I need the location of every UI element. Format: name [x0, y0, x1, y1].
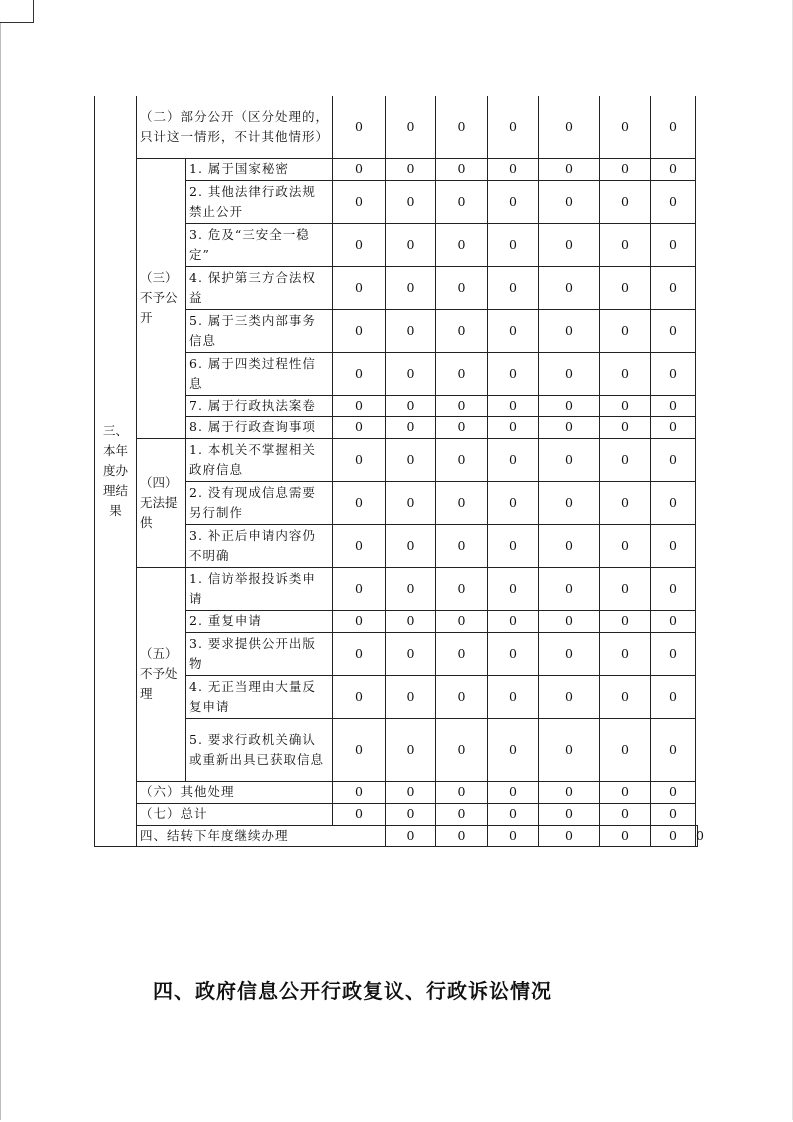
results-table — [94, 96, 704, 847]
value-cell: 0 — [600, 481, 651, 524]
value-cell: 0 — [488, 309, 539, 352]
value-cell: 0 — [386, 781, 436, 803]
not-process-row-2 — [95, 610, 698, 632]
value-cell: 0 — [651, 718, 696, 781]
not-open-row-6 — [95, 352, 698, 395]
value-cell: 0 — [333, 438, 386, 481]
value-cell: 0 — [600, 825, 651, 846]
unable-item: 1. 本机关不掌握相关政府信息 — [186, 438, 333, 481]
not-process-item: 4. 无正当理由大量反复申请 — [186, 675, 333, 718]
unable-row-2 — [95, 481, 698, 524]
value-cell: 0 — [333, 803, 386, 825]
value-cell: 0 — [333, 632, 386, 675]
value-cell: 0 — [539, 158, 600, 180]
value-cell: 0 — [600, 781, 651, 803]
value-cell: 0 — [539, 395, 600, 416]
value-cell: 0 — [539, 352, 600, 395]
value-cell: 0 — [333, 481, 386, 524]
value-cell: 0 — [539, 803, 600, 825]
not-process-row-3 — [95, 632, 698, 675]
value-cell: 0 — [651, 395, 696, 416]
not-open-row-4 — [95, 266, 698, 309]
value-cell: 0 — [651, 416, 696, 438]
value-cell: 0 — [333, 610, 386, 632]
value-cell: 0 — [386, 352, 436, 395]
value-cell: 0 — [539, 718, 600, 781]
value-cell: 0 — [600, 416, 651, 438]
value-cell: 0 — [651, 158, 696, 180]
value-cell: 0 — [333, 96, 386, 158]
value-cell: 0 — [488, 223, 539, 266]
value-cell: 0 — [386, 632, 436, 675]
value-cell: 0 — [651, 781, 696, 803]
value-cell: 0 — [386, 223, 436, 266]
value-cell: 0 — [651, 803, 696, 825]
value-cell: 0 — [333, 524, 386, 567]
not-process-group-label: （五）不予处理 — [137, 567, 186, 781]
value-cell: 0 — [333, 781, 386, 803]
not-open-item: 6. 属于四类过程性信息 — [186, 352, 333, 395]
value-cell: 0 — [539, 781, 600, 803]
value-cell: 0 — [600, 266, 651, 309]
value-cell: 0 — [488, 524, 539, 567]
value-cell: 0 — [600, 718, 651, 781]
value-cell: 0 — [436, 567, 488, 610]
value-cell: 0 — [386, 266, 436, 309]
value-cell: 0 — [539, 675, 600, 718]
value-cell: 0 — [600, 675, 651, 718]
not-process-row-5 — [95, 718, 698, 781]
value-cell: 0 — [436, 395, 488, 416]
not-open-group-label: （三）不予公开 — [137, 158, 186, 438]
value-cell: 0 — [436, 158, 488, 180]
value-cell: 0 — [436, 632, 488, 675]
not-process-item: 5. 要求行政机关确认或重新出具已获取信息 — [186, 718, 333, 781]
value-cell: 0 — [600, 309, 651, 352]
unable-item: 2. 没有现成信息需要另行制作 — [186, 481, 333, 524]
section-label: 三、本年度办理结果 — [102, 422, 128, 518]
not-process-item: 3. 要求提供公开出版物 — [186, 632, 333, 675]
value-cell: 0 — [436, 803, 488, 825]
value-cell: 0 — [488, 610, 539, 632]
value-cell: 0 — [539, 223, 600, 266]
value-cell: 0 — [488, 781, 539, 803]
value-cell: 0 — [539, 266, 600, 309]
value-cell: 0 — [436, 96, 488, 158]
value-cell: 0 — [600, 438, 651, 481]
not-process-row-1 — [95, 567, 698, 610]
value-cell: 0 — [600, 158, 651, 180]
not-open-row-7 — [95, 395, 698, 416]
value-cell: 0 — [333, 180, 386, 223]
value-cell: 0 — [488, 481, 539, 524]
value-cell: 0 — [488, 632, 539, 675]
value-cell: 0 — [600, 524, 651, 567]
value-cell: 0 — [488, 438, 539, 481]
row-total — [95, 803, 698, 825]
corner-box — [0, 0, 34, 23]
value-cell: 0 — [386, 610, 436, 632]
value-cell: 0 — [488, 96, 539, 158]
partial-open-label: （二）部分公开（区分处理的，只计这一情形，不计其他情形） — [137, 96, 333, 158]
value-cell: 0 — [436, 675, 488, 718]
section-label-cell — [95, 96, 137, 846]
value-cell: 0 — [600, 223, 651, 266]
value-cell: 0 — [436, 781, 488, 803]
value-cell: 0 — [436, 524, 488, 567]
value-cell: 0 — [333, 266, 386, 309]
value-cell: 0 — [600, 180, 651, 223]
value-cell: 0 — [386, 803, 436, 825]
value-cell: 0 — [651, 438, 696, 481]
value-cell: 0 — [386, 180, 436, 223]
value-cell: 0 — [436, 718, 488, 781]
row-partial-open — [95, 96, 698, 158]
value-cell: 0 — [386, 825, 436, 846]
value-cell: 0 — [651, 223, 696, 266]
value-cell: 0 — [651, 266, 696, 309]
value-cell: 0 — [651, 610, 696, 632]
unable-item: 3. 补正后申请内容仍不明确 — [186, 524, 333, 567]
value-cell: 0 — [488, 825, 539, 846]
value-cell: 0 — [386, 395, 436, 416]
value-cell: 0 — [436, 309, 488, 352]
value-cell: 0 — [539, 632, 600, 675]
value-cell: 0 — [436, 610, 488, 632]
value-cell: 0 — [436, 438, 488, 481]
value-cell: 0 — [488, 266, 539, 309]
value-cell: 0 — [386, 438, 436, 481]
value-cell: 0 — [333, 395, 386, 416]
value-cell: 0 — [539, 309, 600, 352]
value-cell: 0 — [600, 803, 651, 825]
value-cell: 0 — [488, 180, 539, 223]
value-cell: 0 — [539, 416, 600, 438]
value-cell: 0 — [651, 567, 696, 610]
value-cell: 0 — [539, 825, 600, 846]
value-cell: 0 — [436, 825, 488, 846]
value-cell: 0 — [651, 825, 696, 846]
value-cell: 0 — [386, 96, 436, 158]
not-open-row-8 — [95, 416, 698, 438]
value-cell: 0 — [436, 416, 488, 438]
total-label: （七）总计 — [137, 803, 333, 825]
value-cell: 0 — [333, 158, 386, 180]
not-process-item: 2. 重复申请 — [186, 610, 333, 632]
value-cell: 0 — [651, 352, 696, 395]
value-cell: 0 — [539, 610, 600, 632]
value-cell: 0 — [436, 266, 488, 309]
row-carry-over — [95, 825, 698, 846]
value-cell: 0 — [386, 158, 436, 180]
value-cell: 0 — [333, 567, 386, 610]
value-cell: 0 — [386, 309, 436, 352]
value-cell: 0 — [600, 632, 651, 675]
not-open-row-2 — [95, 180, 698, 223]
value-cell: 0 — [651, 632, 696, 675]
value-cell: 0 — [488, 158, 539, 180]
value-cell: 0 — [436, 352, 488, 395]
value-cell: 0 — [488, 395, 539, 416]
value-cell: 0 — [651, 481, 696, 524]
not-open-item: 5. 属于三类内部事务信息 — [186, 309, 333, 352]
value-cell: 0 — [488, 567, 539, 610]
not-process-row-4 — [95, 675, 698, 718]
value-cell: 0 — [386, 718, 436, 781]
value-cell: 0 — [651, 524, 696, 567]
value-cell: 0 — [488, 416, 539, 438]
value-cell: 0 — [539, 481, 600, 524]
value-cell: 0 — [333, 416, 386, 438]
value-cell: 0 — [488, 803, 539, 825]
value-cell: 0 — [333, 309, 386, 352]
unable-group-label: （四）无法提供 — [137, 438, 186, 567]
value-cell: 0 — [386, 524, 436, 567]
not-open-row-1 — [95, 158, 698, 180]
value-cell: 0 — [651, 180, 696, 223]
other-label: （六）其他处理 — [137, 781, 333, 803]
value-cell: 0 — [651, 309, 696, 352]
value-cell: 0 — [539, 438, 600, 481]
not-open-item: 1. 属于国家秘密 — [186, 158, 333, 180]
value-cell: 0 — [696, 825, 698, 846]
value-cell: 0 — [600, 567, 651, 610]
value-cell: 0 — [333, 352, 386, 395]
not-open-item: 4. 保护第三方合法权益 — [186, 266, 333, 309]
value-cell: 0 — [488, 675, 539, 718]
not-process-item: 1. 信访举报投诉类申请 — [186, 567, 333, 610]
section-heading: 四、政府信息公开行政复议、行政诉讼情况 — [153, 979, 552, 1003]
value-cell: 0 — [333, 718, 386, 781]
unable-row-3 — [95, 524, 698, 567]
value-cell: 0 — [333, 675, 386, 718]
not-open-item: 3. 危及“三安全一稳定” — [186, 223, 333, 266]
value-cell: 0 — [386, 481, 436, 524]
value-cell: 0 — [436, 223, 488, 266]
not-open-item: 2. 其他法律行政法规禁止公开 — [186, 180, 333, 223]
carry-over-label: 四、结转下年度继续办理 — [137, 825, 386, 846]
value-cell: 0 — [488, 352, 539, 395]
unable-row-1 — [95, 438, 698, 481]
value-cell: 0 — [539, 524, 600, 567]
value-cell: 0 — [600, 96, 651, 158]
value-cell: 0 — [386, 416, 436, 438]
value-cell: 0 — [651, 675, 696, 718]
not-open-row-3 — [95, 223, 698, 266]
value-cell: 0 — [386, 567, 436, 610]
value-cell: 0 — [539, 567, 600, 610]
value-cell: 0 — [600, 395, 651, 416]
value-cell: 0 — [651, 96, 696, 158]
not-open-row-5 — [95, 309, 698, 352]
value-cell: 0 — [488, 718, 539, 781]
value-cell: 0 — [333, 223, 386, 266]
value-cell: 0 — [539, 96, 600, 158]
not-open-item: 7. 属于行政执法案卷 — [186, 395, 333, 416]
value-cell: 0 — [436, 180, 488, 223]
value-cell: 0 — [600, 610, 651, 632]
row-other — [95, 781, 698, 803]
value-cell: 0 — [436, 481, 488, 524]
value-cell: 0 — [600, 352, 651, 395]
value-cell: 0 — [386, 675, 436, 718]
value-cell: 0 — [539, 180, 600, 223]
not-open-item: 8. 属于行政查询事项 — [186, 416, 333, 438]
